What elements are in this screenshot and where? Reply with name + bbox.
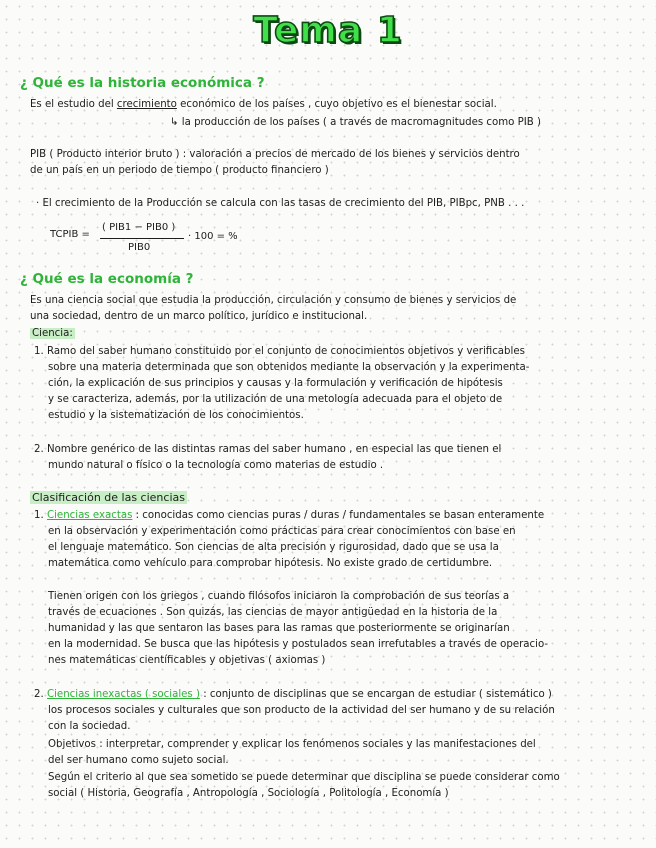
formula-rhs: · 100 = % <box>188 231 238 242</box>
s1-line-1b: económico de los países , cuyo objetivo es el bienestar social. <box>176 99 497 110</box>
inexactas-line-5: del ser humano como sujeto social. <box>48 755 229 766</box>
s1-line-3: PIB ( Producto interior bruto ) : valoración a precios de mercado de los bienes y servicios dentro <box>30 149 520 160</box>
s1-line-2: ↳ la producción de los países ( a través de macromagnitudes como PIB ) <box>170 117 542 128</box>
inexactas-label: Ciencias inexactas ( sociales ) <box>46 689 200 700</box>
def2-line-1: 2. Nombre genérico de las distintas ramas del saber humano , en especial las que tienen el <box>34 444 502 455</box>
exactas-number: 1. <box>34 510 44 521</box>
def1-line-2: sobre una materia determinada que son obtenidos mediante la observación y la experimenta- <box>48 362 530 373</box>
clasificacion-highlight: Clasificación de las ciencias <box>32 491 185 504</box>
exactas-line-1 <box>34 509 544 523</box>
formula-denominator: PIB0 <box>128 242 151 253</box>
formula-fraction-bar <box>100 238 184 239</box>
def1-line-4: y se caracteriza, además, por la utilización de una metología adecuada para el objeto de <box>48 394 503 405</box>
def2-line-2: mundo natural o físico o la tecnología como materias de estudio . <box>48 460 384 471</box>
inexactas-line-7: social ( Historia, Geografía , Antropología , Sociología , Politología , Economía ) <box>48 788 449 799</box>
def1-line-3: ción, la explicación de sus principios y causas y la formulación y verificación de hipótesis <box>48 378 503 389</box>
s1-line-1 <box>30 98 497 112</box>
page-title: Tema 1 <box>253 10 403 51</box>
def1-line-5: estudio y la sistematización de los conocimientos. <box>48 410 304 421</box>
s1-line-1a: Es el estudio del <box>30 99 117 110</box>
exactas-rest: : conocidas como ciencias puras / duras / fundamentales se basan enteramente <box>132 510 545 521</box>
s1-line-5: · El crecimiento de la Producción se calcula con las tasas de crecimiento del PIB, PIBpc, PNB . . . <box>36 198 525 209</box>
inexactas-number: 2. <box>34 689 44 700</box>
griegos-line-1: Tienen origen con los griegos , cuando filósofos iniciaron la comprobación de sus teorías a <box>48 591 510 602</box>
heading-historia-economica: ¿ Qué es la historia económica ? <box>20 75 265 91</box>
s1-line-1-underlined: crecimiento <box>116 99 177 110</box>
griegos-line-3: humanidad y las que sentaron las bases para las ramas que posteriormente se originarían <box>48 623 510 634</box>
inexactas-line-6: Según el criterio al que sea sometido se puede determinar que disciplina se puede considerar como <box>48 772 560 783</box>
griegos-line-4: en la modernidad. Se busca que las hipótesis y postulados sean irrefutables a través de operacio- <box>48 639 549 650</box>
exactas-line-4: matemática como vehículo para comprobar hipótesis. No existe grado de certidumbre. <box>48 558 493 569</box>
s2-line-1: Es una ciencia social que estudia la producción, circulación y consumo de bienes y servicios de <box>30 295 517 306</box>
exactas-label: Ciencias exactas <box>46 510 133 521</box>
inexactas-line-2: los procesos sociales y culturales que son producto de la actividad del ser humano y de su relación <box>48 705 555 716</box>
def1-line-1: 1. Ramo del saber humano constituido por el conjunto de conocimientos objetivos y verificables <box>34 346 525 357</box>
inexactas-line-4: Objetivos : interpretar, comprender y explicar los fenómenos sociales y las manifestaciones del <box>48 739 536 750</box>
exactas-line-2: en la observación y experimentación como prácticas para crear conocimientos con base en <box>48 526 516 537</box>
griegos-line-5: nes matemáticas científicables y objetivas ( axiomas ) <box>48 655 326 666</box>
inexactas-rest: : conjunto de disciplinas que se encargan de estudiar ( sistemático ) <box>199 689 552 700</box>
formula-lhs: TCPIB = <box>50 229 90 240</box>
exactas-line-3: el lenguaje matemático. Son ciencias de alta precisión y rigurosidad, dado que se usa la <box>48 542 499 553</box>
heading-economia: ¿ Qué es la economía ? <box>20 271 194 287</box>
formula-numerator: ( PIB1 − PIB0 ) <box>102 222 176 233</box>
ciencia-highlight: Ciencia: <box>32 328 73 339</box>
s2-line-2: una sociedad, dentro de un marco político, jurídico e institucional. <box>30 311 368 322</box>
heading-clasificacion <box>30 491 187 505</box>
griegos-line-2: través de ecuaciones . Son quizás, las ciencias de mayor antigüedad en la historia de la <box>48 607 498 618</box>
inexactas-line-3: con la sociedad. <box>48 721 131 732</box>
s1-line-4: de un país en un periodo de tiempo ( producto financiero ) <box>30 165 329 176</box>
inexactas-line-1 <box>34 688 552 702</box>
ciencia-label <box>30 327 75 341</box>
